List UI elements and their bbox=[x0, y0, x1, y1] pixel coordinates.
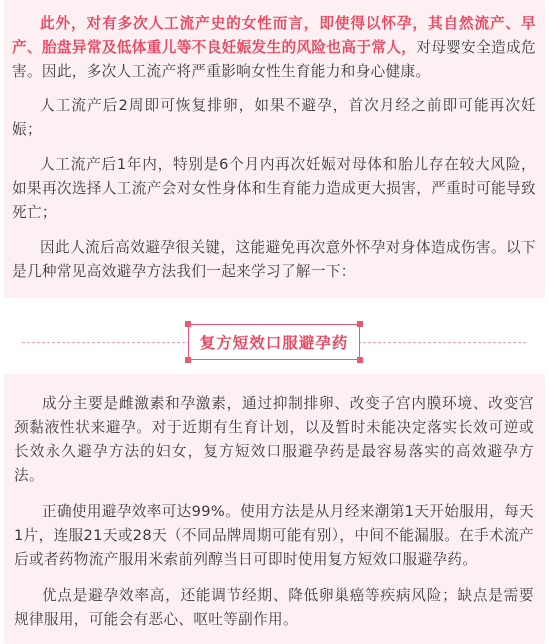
paragraph-composition: 成分主要是雌激素和孕激素，通过抑制排卵、改变子宫内膜环境、改变宫颈黏液性状来避孕。对于近期有生育计划，以及暂时未能决定落实长效可逆或长效永久避孕方法的妇女，复方短效口服避孕药是最容易落实的高效避孕方法。 bbox=[14, 395, 534, 484]
paragraph-contraception-intro: 因此人流后高效避孕很关键，这能避免再次意外怀孕对身体造成伤害。以下是几种常见高效避孕方法我们一起来学习了解一下： bbox=[12, 239, 536, 280]
intro-paragraph bbox=[12, 12, 536, 84]
paragraph-pros-cons: 优点是避孕效率高，还能调节经期、降低卵巢癌等疾病风险；缺点是需要规律服用，可能会有恶心、呕吐等副作用。 bbox=[14, 587, 534, 628]
paragraph-ovulation: 人工流产后2周即可恢复排卵，如果不避孕，首次月经之前即可能再次妊娠； bbox=[12, 97, 536, 138]
section-banner bbox=[0, 298, 549, 374]
intro-card bbox=[4, 0, 545, 298]
section-title: 复方短效口服避孕药 bbox=[199, 334, 349, 352]
banner-divider-right bbox=[358, 342, 526, 343]
banner-divider-left bbox=[22, 342, 190, 343]
section-title-box bbox=[188, 324, 360, 360]
details-card bbox=[4, 374, 545, 644]
intro-emphasis-text: 此外，对有多次人工流产史的女性而言，即使得以怀孕，其自然流产、早产、胎盘异常及低体重儿等不良妊娠发生的风险也高于常人， bbox=[12, 15, 536, 56]
intro-rest-text: 对母婴安全造成危害。因此，多次人工流产将严重影响女性生育能力和身心健康。 bbox=[12, 39, 536, 80]
paragraph-risk: 人工流产后1年内，特别是6个月内再次妊娠对母体和胎儿存在较大风险，如果再次选择人工流产会对女性身体和生育能力造成更大损害，严重时可能导致死亡； bbox=[12, 156, 536, 221]
paragraph-usage: 正确使用避孕效率可达99%。使用方法是从月经来潮第1天开始服用，每天1片，连服21天或28天（不同品牌周期可能有别），中间不能漏服。在手术流产后或者药物流产服用米索前列醇当日可即时使用复方短效口服避孕药。 bbox=[14, 503, 534, 568]
